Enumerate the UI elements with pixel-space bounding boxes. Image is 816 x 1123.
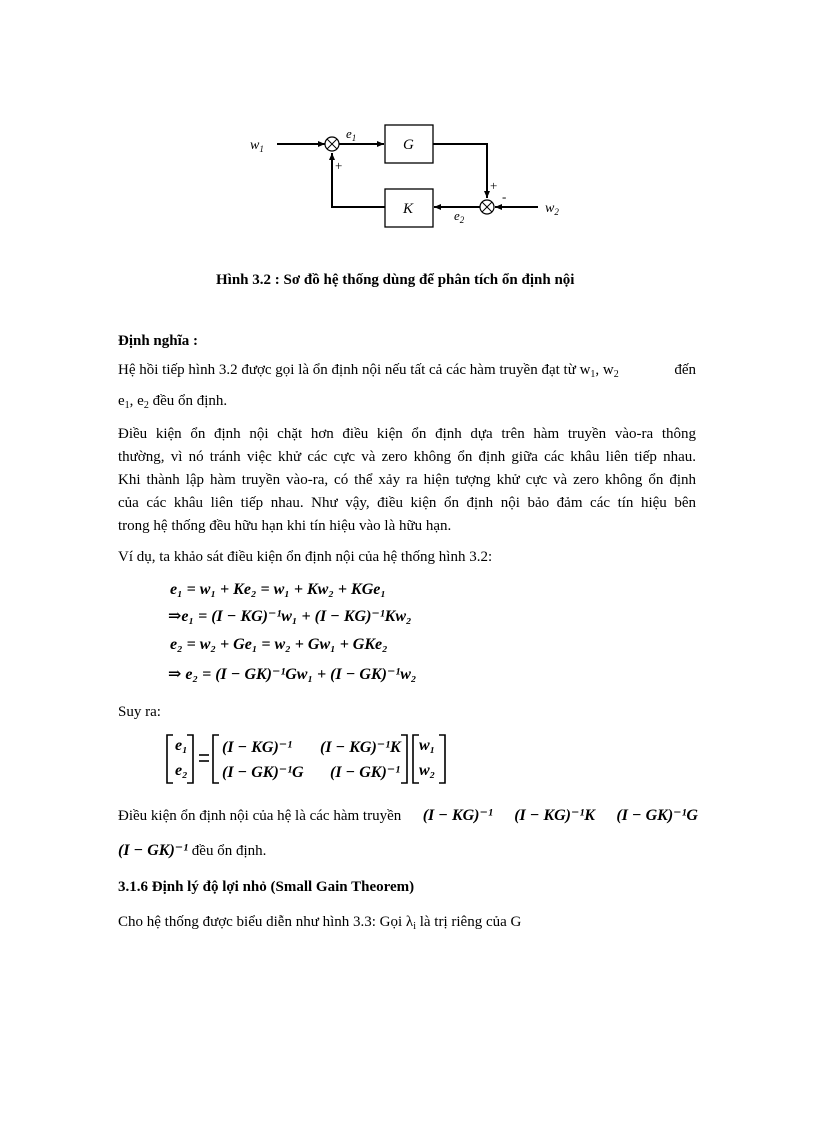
matrix-brackets	[165, 733, 450, 785]
condition-end: đều ổn định.	[191, 843, 267, 859]
paragraph-line: Điều kiện ổn định nội chặt hơn điều kiện ổn định dựa trên hàm truyền vào-ra thông	[118, 426, 696, 442]
equation-1: e₁ = w₁ + Ke₂ = w₁ + Kw₂ + KGe₁	[170, 581, 386, 598]
matrix-rhs-w2: w₂	[419, 762, 436, 779]
condition-f4: (I − GK)⁻¹	[118, 842, 189, 859]
definition-heading: Định nghĩa :	[118, 333, 199, 349]
definition-line-2: $e_1$, $e_2$ đều ổn định.	[118, 393, 228, 411]
block-diagram	[240, 118, 580, 238]
matrix-rhs-w1: w₁	[419, 737, 436, 754]
e2-label: $e_2$	[454, 208, 465, 225]
summing-junction-2	[480, 200, 494, 214]
w1-label: $w_1$	[250, 138, 264, 154]
matrix-m11: (I − KG)⁻¹	[222, 739, 293, 756]
equation-4: ⇒ e₂ = (I − GK)⁻¹Gw₁ + (I − GK)⁻¹w₂	[168, 666, 417, 683]
figure-caption: Hình 3.2 : Sơ đồ hệ thống dùng để phân tích ổn định nội	[216, 272, 575, 288]
definition-line-1-text: Hệ hồi tiếp hình 3.2 được gọi là ổn định nội nếu tất cả các hàm truyền đạt từ $w_1$, $w_2$	[118, 362, 619, 380]
paragraph-internal-stability	[118, 427, 696, 534]
matrix-m21: (I − GK)⁻¹G	[222, 764, 304, 781]
e1-label: $e_1$	[346, 126, 357, 143]
definition-line-1: Hệ hồi tiếp hình 3.2 được gọi là ổn định nội nếu tất cả các hàm truyền đạt từ $w_1$, $w_2$ đến	[118, 362, 696, 380]
condition-text: Điều kiện ổn định nội của hệ là các hàm truyền	[118, 808, 402, 824]
example-intro: Ví dụ, ta khảo sát điều kiện ổn định nội của hệ thống hình 3.2:	[118, 549, 493, 565]
matrix-lhs-e1: e₁	[175, 737, 188, 754]
condition-f1: (I − KG)⁻¹	[422, 807, 493, 824]
condition-line-2	[118, 843, 266, 859]
condition-line-1	[118, 808, 698, 824]
plus-sign-right: +	[490, 178, 498, 193]
equation-3: e₂ = w₂ + Ge₁ = w₂ + Gw₁ + GKe₂	[170, 636, 388, 653]
small-gain-intro: Cho hệ thống được biểu diễn như hình 3.3: Gọi $\lambda_i$ là trị riêng của G	[118, 914, 522, 932]
minus-sign-right: -	[502, 189, 507, 204]
equation-2: ⇒e₁ = (I − KG)⁻¹w₁ + (I − KG)⁻¹Kw₂	[168, 608, 412, 625]
w2-label: $w_2$	[545, 201, 559, 217]
condition-f2: (I − KG)⁻¹K	[514, 807, 595, 824]
g-block-label: G	[403, 137, 414, 153]
plus-sign-left: +	[335, 158, 343, 173]
matrix-lhs-e2: e₂	[175, 762, 188, 779]
paragraph-last-line: trong hệ thống đều hữu hạn khi tín hiệu vào là hữu hạn.	[118, 518, 452, 534]
paragraph-line: thường, vì nó tránh việc khử các cực và zero không ổn định giữa các khâu liên tiếp nhau.	[118, 449, 696, 465]
paragraph-line: Khi thành lập hàm truyền vào-ra, có thể xảy ra hiện tượng khử cực và zero không ổn định	[118, 472, 696, 488]
matrix-m22: (I − GK)⁻¹	[330, 764, 401, 781]
paragraph-line: của các khâu liên tiếp nhau. Như vậy, điều kiện ổn định nội bảo đảm các tín hiệu bên	[118, 495, 696, 511]
g-output-line	[433, 144, 487, 198]
condition-f3: (I − GK)⁻¹G	[616, 807, 698, 824]
matrix-m12: (I − KG)⁻¹K	[320, 739, 401, 756]
k-block-label: K	[403, 201, 414, 217]
suy-ra: Suy ra:	[118, 704, 161, 720]
section-heading: 3.1.6 Định lý độ lợi nhỏ (Small Gain Theorem)	[118, 879, 415, 895]
summing-junction-1	[325, 137, 339, 151]
